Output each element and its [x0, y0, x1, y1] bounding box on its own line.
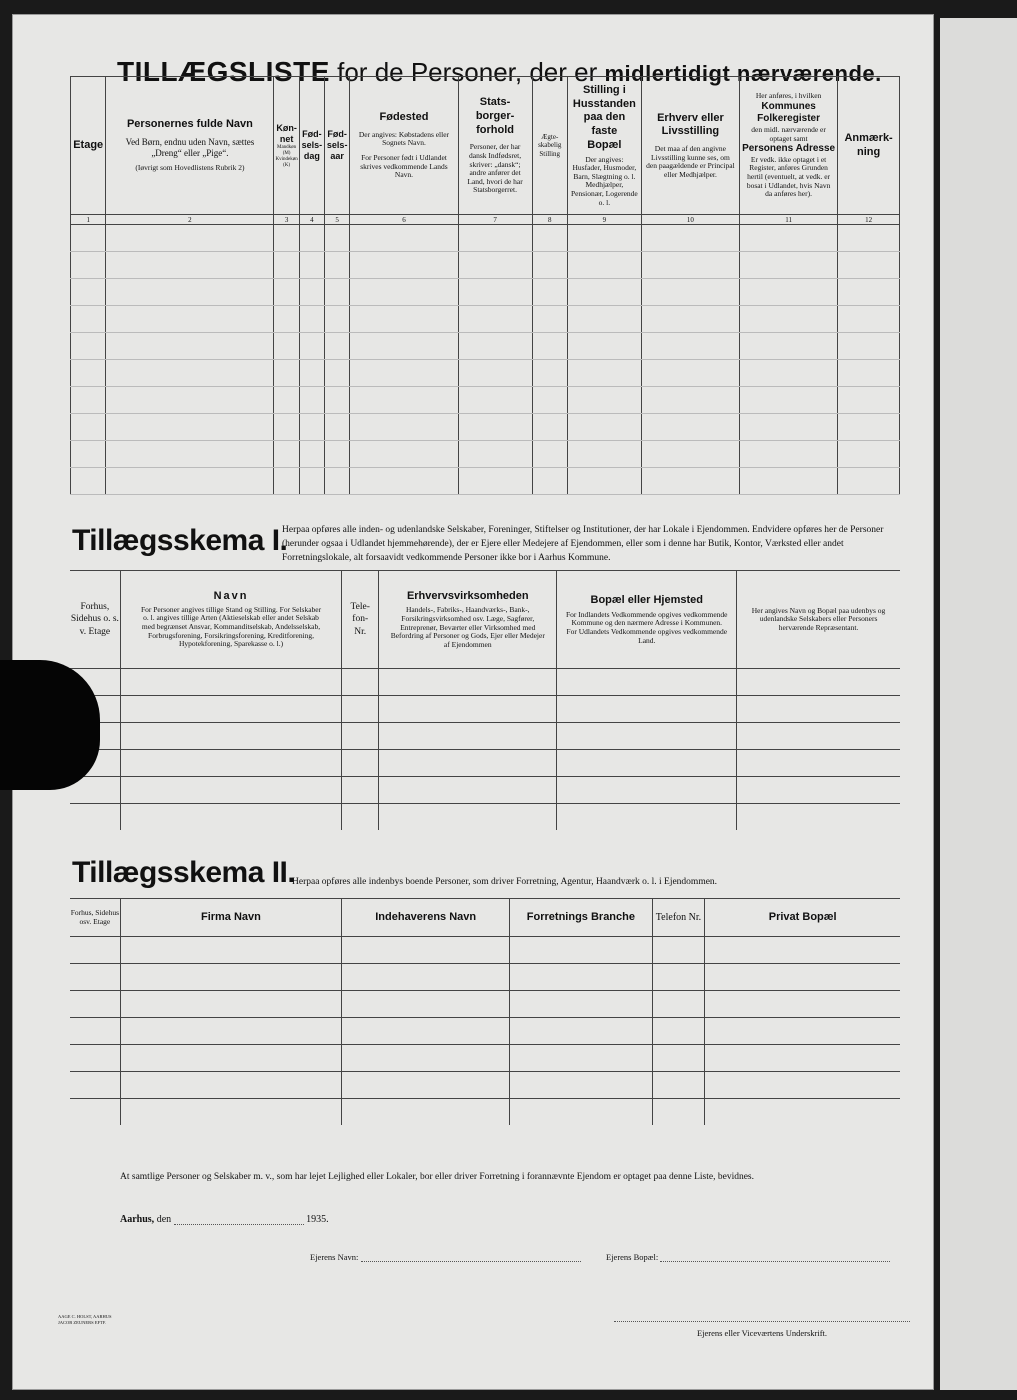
- main-list-rows[interactable]: [71, 225, 900, 495]
- owner-address-line: [606, 1251, 890, 1262]
- skema2-col-address: Privat Bopæl: [705, 899, 900, 937]
- signature-field[interactable]: [614, 1311, 910, 1322]
- col-birthday: Fød- sels- dag: [299, 77, 324, 215]
- col-gender: Køn- net Mandkøn (M) Kvindekøn (K): [274, 77, 299, 215]
- next-page-edge: [940, 18, 1017, 1390]
- col-birthyear: Fød- sels- aar: [325, 77, 350, 215]
- skema1-col-business: Erhvervsvirksomheden Handels-, Fabriks-, Haandværks-, Bank-, Forsikringsvirksomhed osv. Læge, Sagfører, Entreprenør, Beværter eller Virksomhed med Befordring af Personer og Gods, Ejer eller Medejer af Ejendommen: [379, 571, 557, 669]
- skema2-col-owner: Indehaverens Navn: [342, 899, 510, 937]
- city-label: Aarhus,: [120, 1214, 155, 1225]
- list-title-mid: for de Personer, der er: [337, 57, 598, 87]
- list-title-bold: TILLÆGSLISTE: [117, 56, 330, 87]
- skema1-col-name: Navn For Personer angives tillige Stand og Stilling. For Selskaber o. l. angives tillige Arten (Aktieselskab eller andet Selskab med begrænset Ansvar, Kommanditselskab, Andelsselskab, Forbrugsforening, Forsikringsforening, Kreditforening, Hypotekforening, Sparekasse o. l.): [120, 571, 342, 669]
- signature-block: [614, 1304, 910, 1338]
- skema1-header-row: [70, 571, 900, 669]
- col-register: Her anføres, i hvilken Kommunes Folkeregister den midl. nærværende er optaget samt Personens Adresse Er vedk. ikke optaget i et Register, anføres Grunden hertil (eventuelt, at vedk. er bosat i Udlandet, hvis Navn da anføres her).: [740, 77, 838, 215]
- skema1-col-representative: Her angives Navn og Bopæl paa udenbys og udenlandske Selskabers eller Personers herværende Repræsentant.: [737, 571, 900, 669]
- skema1-intro: Herpaa opføres alle inden- og udenlandske Selskaber, Foreninger, Stiftelser og Institutioner, der har Lokale i Ejendommen. Endvidere opføres her de Personer (herunder ogsaa i Udlandet hjemmehørende), der er Ejere eller Medejere af Ejendommen, eller som i denne har Butik, Kontor, Værksted eller andet Forretningslokale, alt forsaavidt vedkommende Personer ikke bor i Aarhus Kommune.: [282, 525, 884, 563]
- census-form-page: [12, 14, 934, 1390]
- date-field[interactable]: [174, 1214, 304, 1225]
- skema1-rows[interactable]: [70, 669, 900, 831]
- year-label: 1935.: [306, 1214, 329, 1225]
- main-header-row: [71, 77, 900, 215]
- col-birthplace: Fødested Der angives: Købstadens eller Sognets Navn. For Personer født i Udlandet skrives vedkommende Lands Navn.: [350, 77, 458, 215]
- skema2-intro: Herpaa opføres alle indenbys boende Personer, som driver Forretning, Agentur, Haandværk o. l. i Ejendommen.: [292, 877, 718, 887]
- skema2-col-firm: Firma Navn: [120, 899, 341, 937]
- skema1-col-etage: Forhus, Sidehus o. s. v. Etage: [70, 571, 120, 669]
- skema1-col-residence: Bopæl eller Hjemsted For Indlandets Vedkommende opgives vedkommende Kommune og den nærmere Adresse i Kommunen. For Udlandets Vedkommende opgives vedkommende Land.: [557, 571, 737, 669]
- col-citizenship: Stats- borger- forhold Personer, der har dansk Indfødsret, skriver: „dansk“; andre anfører det Land, hvori de har Statsborgerret.: [458, 77, 532, 215]
- main-list-table: [70, 76, 900, 495]
- skema2-title: Tillægsskema II.: [72, 856, 296, 889]
- col-occupation: Erhverv eller Livsstilling Det maa af den angivne Livsstilling kunne ses, om den paagældende er Principal eller Medhjælper.: [641, 77, 739, 215]
- den-label: den: [156, 1214, 172, 1225]
- col-household: Stilling i Husstanden paa den faste Bopæl Der angives: Husfader, Husmoder, Barn, Slægtning o. l. Medhjælper, Pensionær, Logerende o. l.: [567, 77, 641, 215]
- col-remarks: Anmærk- ning: [838, 77, 900, 215]
- skema2-table: [70, 898, 900, 1125]
- list-title-end: midlertidigt nærværende.: [604, 61, 882, 86]
- skema2-header-row: [70, 899, 900, 937]
- skema1-col-phone: Tele- fon- Nr.: [342, 571, 379, 669]
- skema2-col-branch: Forretnings Branche: [510, 899, 652, 937]
- skema2-rows[interactable]: [70, 937, 900, 1126]
- signature-label: Ejerens eller Viceværtens Underskrift.: [696, 1328, 828, 1338]
- hand-shadow: [0, 660, 100, 790]
- col-marital: Ægte- skabelig Stilling: [532, 77, 567, 215]
- col-name: Personernes fulde Navn Ved Børn, endnu uden Navn, sættes „Dreng“ eller „Pige“. (Iøvrigt som Hovedlistens Rubrik 2): [106, 77, 274, 215]
- owner-name-line: [310, 1251, 581, 1262]
- printer-mark: AAGE C. HOLST, AARHUS JACOB ZEUNERS EFTF.: [58, 1314, 112, 1326]
- owner-address-field[interactable]: [660, 1251, 890, 1262]
- skema2-col-phone: Telefon Nr.: [652, 899, 705, 937]
- skema2-col-etage: Forhus, Sidehus osv. Etage: [70, 899, 120, 937]
- date-line: [120, 1214, 329, 1225]
- declaration-text: At samtlige Personer og Selskaber m. v., som har lejet Lejlighed eller Lokaler, bor eller driver Forretning i forannævnte Ejendom er optaget paa denne Liste, bevidnes.: [120, 1172, 754, 1182]
- skema1-table: [70, 570, 900, 830]
- owner-name-field[interactable]: [361, 1251, 581, 1262]
- owner-address-label: Ejerens Bopæl:: [606, 1252, 659, 1262]
- column-number-row: 1 2 3 4 5 6 7 8 9 10 11 12: [71, 215, 900, 225]
- owner-name-label: Ejerens Navn:: [310, 1252, 359, 1262]
- col-etage: Etage: [71, 77, 106, 215]
- skema1-title: Tillægsskema I.: [72, 524, 288, 557]
